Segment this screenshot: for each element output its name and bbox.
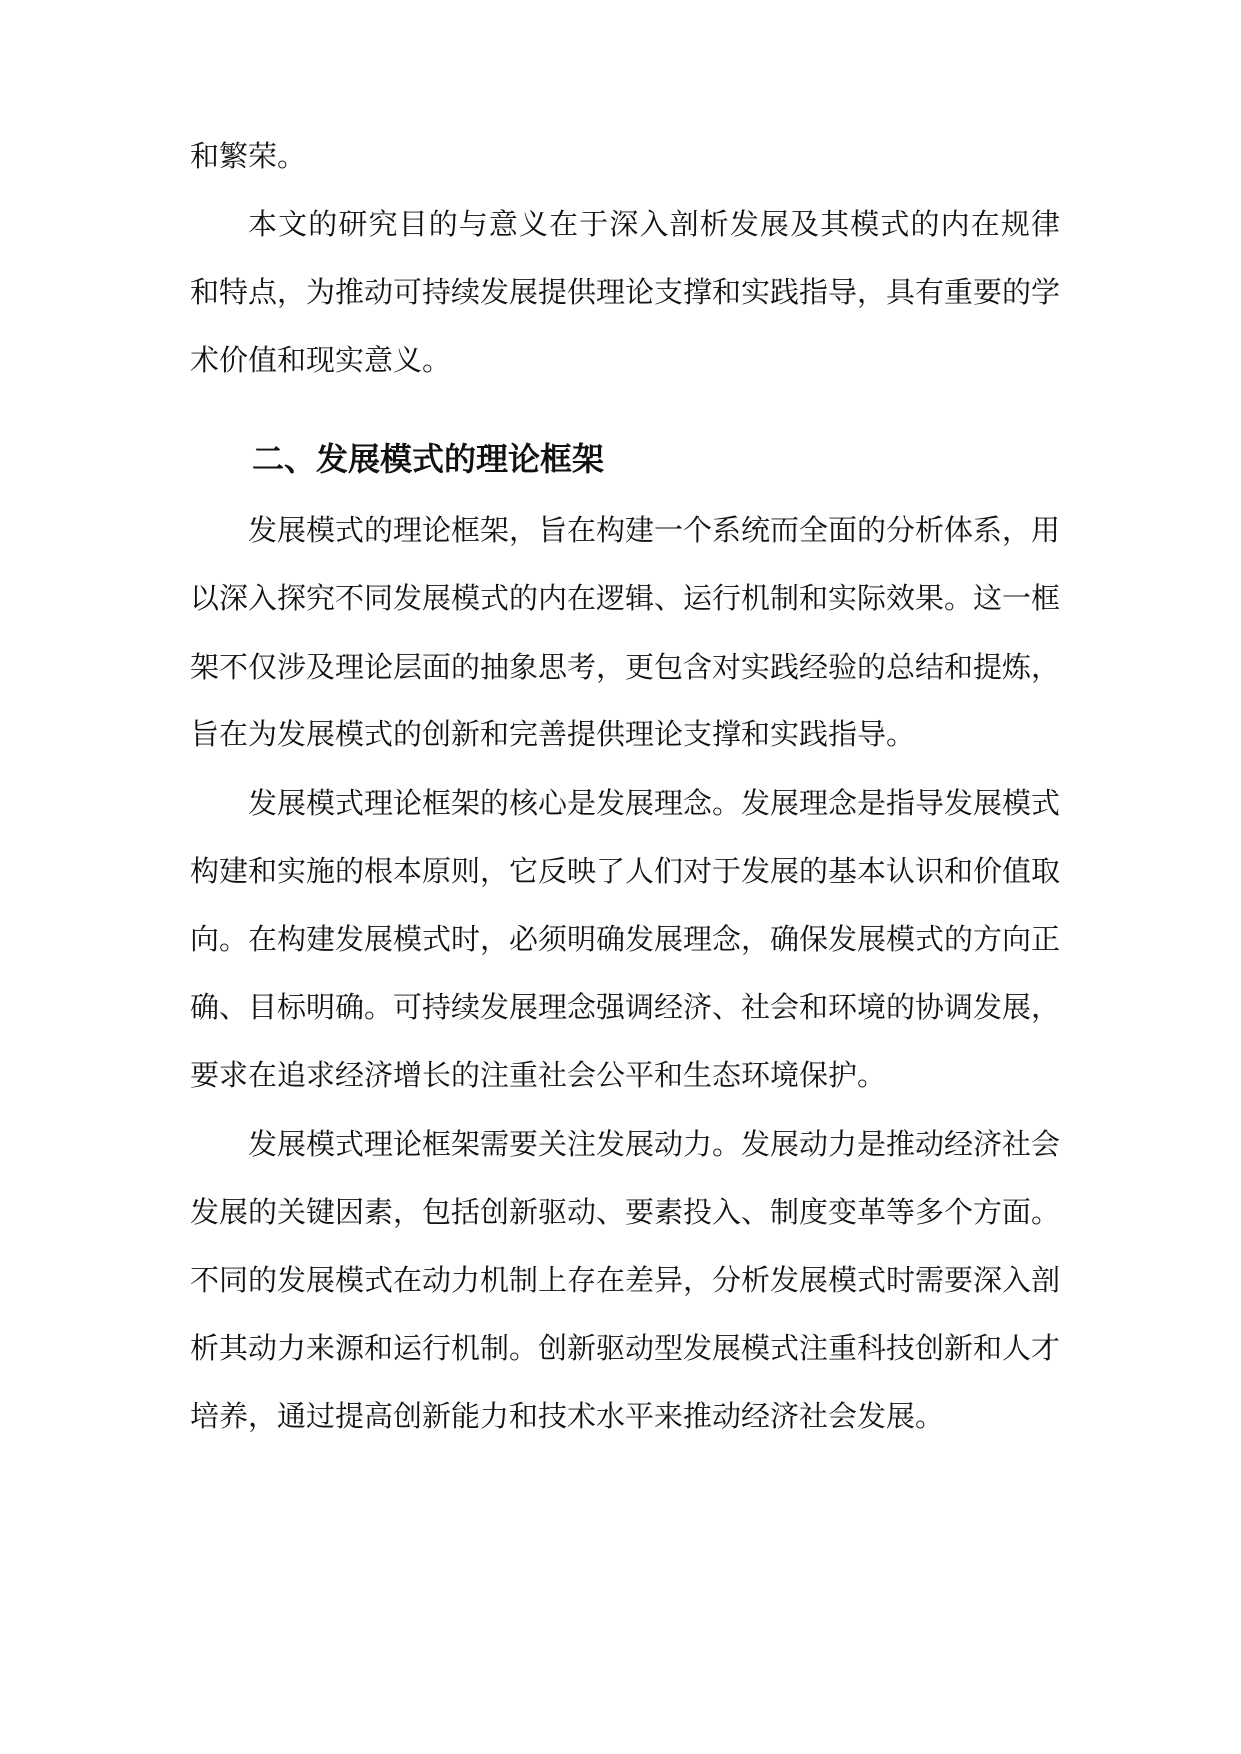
paragraph-line: 不同的发展模式在动力机制上存在差异，分析发展模式时需要深入剖 (190, 1263, 1060, 1297)
paragraph-line: 本文的研究目的与意义在于深入剖析发展及其模式的内在规律 (248, 207, 1060, 241)
paragraph-line: 发展模式的理论框架，旨在构建一个系统而全面的分析体系，用 (248, 513, 1060, 547)
paragraph-line: 以深入探究不同发展模式的内在逻辑、运行机制和实际效果。这一框 (190, 581, 1060, 615)
section-heading: 二、发展模式的理论框架 (252, 440, 605, 478)
paragraph-line: 培养，通过提高创新能力和技术水平来推动经济社会发展。 (190, 1399, 945, 1433)
paragraph-line: 发展的关键因素，包括创新驱动、要素投入、制度变革等多个方面。 (190, 1195, 1060, 1229)
paragraph-line: 向。在构建发展模式时，必须明确发展理念，确保发展模式的方向正 (190, 922, 1060, 956)
paragraph-line: 旨在为发展模式的创新和完善提供理论支撑和实践指导。 (190, 717, 916, 751)
paragraph-line: 发展模式理论框架需要关注发展动力。发展动力是推动经济社会 (248, 1127, 1060, 1161)
paragraph-line: 构建和实施的根本原则，它反映了人们对于发展的基本认识和价值取 (190, 854, 1060, 888)
paragraph-line: 和特点，为推动可持续发展提供理论支撑和实践指导，具有重要的学 (190, 275, 1060, 309)
paragraph-line: 架不仅涉及理论层面的抽象思考，更包含对实践经验的总结和提炼， (190, 650, 1060, 684)
paragraph-line: 发展模式理论框架的核心是发展理念。发展理念是指导发展模式 (248, 786, 1060, 820)
paragraph-line: 析其动力来源和运行机制。创新驱动型发展模式注重科技创新和人才 (190, 1331, 1060, 1365)
paragraph-line: 要求在追求经济增长的注重社会公平和生态环境保护。 (190, 1058, 887, 1092)
paragraph-line: 确、目标明确。可持续发展理念强调经济、社会和环境的协调发展， (190, 990, 1060, 1024)
paragraph-line: 和繁荣。 (190, 139, 307, 173)
paragraph-line: 术价值和现实意义。 (190, 343, 452, 377)
